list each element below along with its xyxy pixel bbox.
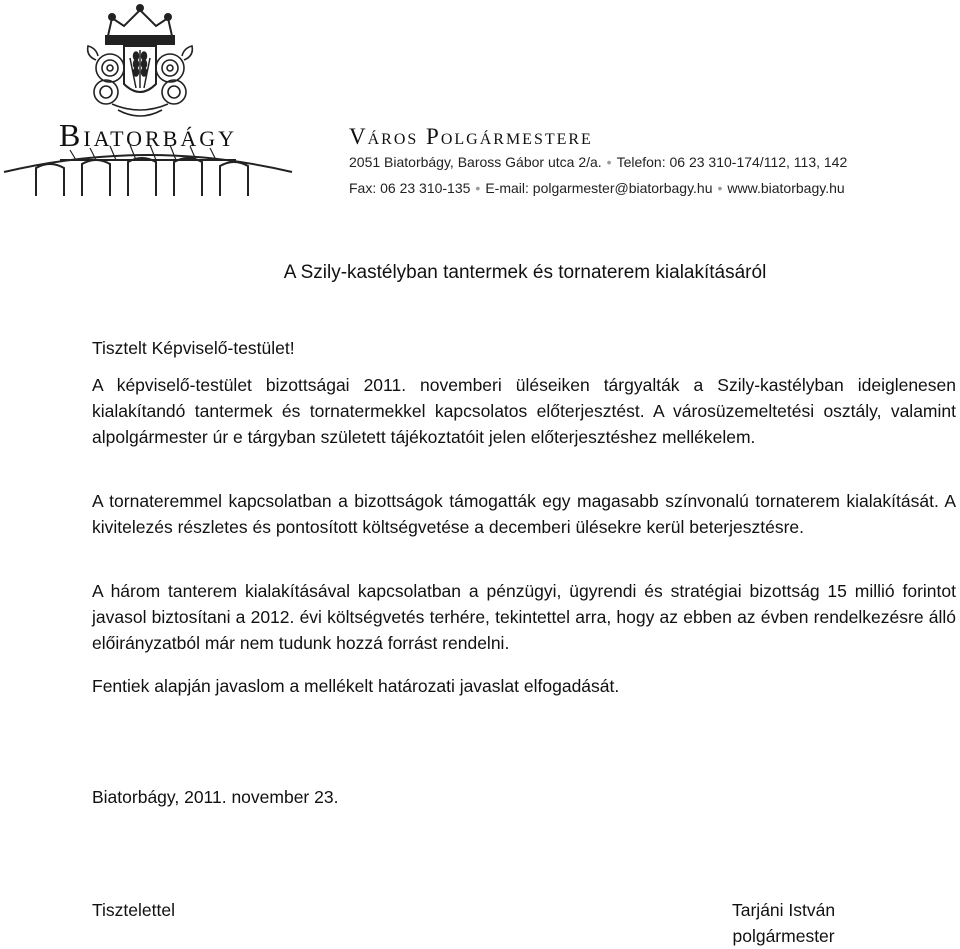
paragraph-4: Fentiek alapján javaslom a mellékelt határozati javaslat elfogadását. [92,676,620,696]
website: www.biatorbagy.hu [727,180,845,196]
office-title: Város Polgármestere [349,124,593,149]
signer-title: polgármester [732,926,835,946]
date-line: Biatorbágy, 2011. november 23. [92,787,339,807]
separator-bullet: • [717,180,723,196]
separator-bullet: • [606,154,612,170]
paragraph-3: A három tanterem kialakításával kapcsolatban a pénzügyi, ügyrendi és stratégiai bizottság 15 millió forintot javasol biztosítani a 2012. évi költségvetés terhére, tekintettel arra, hogy az ebben az évben rendelkezésre álló előirányzatból már nem tudunk hozzá forrást rendelni. [92,581,956,653]
fax: Fax: 06 23 310-135 [349,180,471,196]
paragraph-2: A tornateremmel kapcsolatban a bizottságok támogatták egy magasabb színvonalú tornaterem kialakítását. A kivitelezés részletes és pontosított költségvetése a decemberi ülésekre kerül beterjesztésre. [92,491,956,537]
contact-line-2 [349,179,845,197]
contact-line-1 [349,153,847,171]
greeting: Tisztelt Képviselő-testület! [92,338,295,358]
separator-bullet: • [475,180,481,196]
signer-name: Tarjáni István [732,900,836,920]
city-coat-of-arms-logo [0,0,300,200]
email: E-mail: polgarmester@biatorbagy.hu [485,180,713,196]
document-title: A Szily-kastélyban tantermek és tornaterem kialakításáról [283,262,767,283]
closing: Tisztelettel [92,900,175,920]
paragraph-1: A képviselő-testület bizottságai 2011. novemberi üléseiken tárgyalták a Szily-kastélyban ideiglenesen kialakítandó tantermek és tornatermekkel kapcsolatos előterjesztést. A városüzemeltetési osztály, valamint alpolgármester úr e tárgyban született tájékoztatóit jelen előterjesztéshez mellékelem. [92,375,956,447]
address: 2051 Biatorbágy, Baross Gábor utca 2/a. [349,154,602,170]
phone: Telefon: 06 23 310-174/112, 113, 142 [616,154,848,170]
logo-wordmark: Biatorbágy [58,117,238,153]
signature-block [732,897,835,949]
